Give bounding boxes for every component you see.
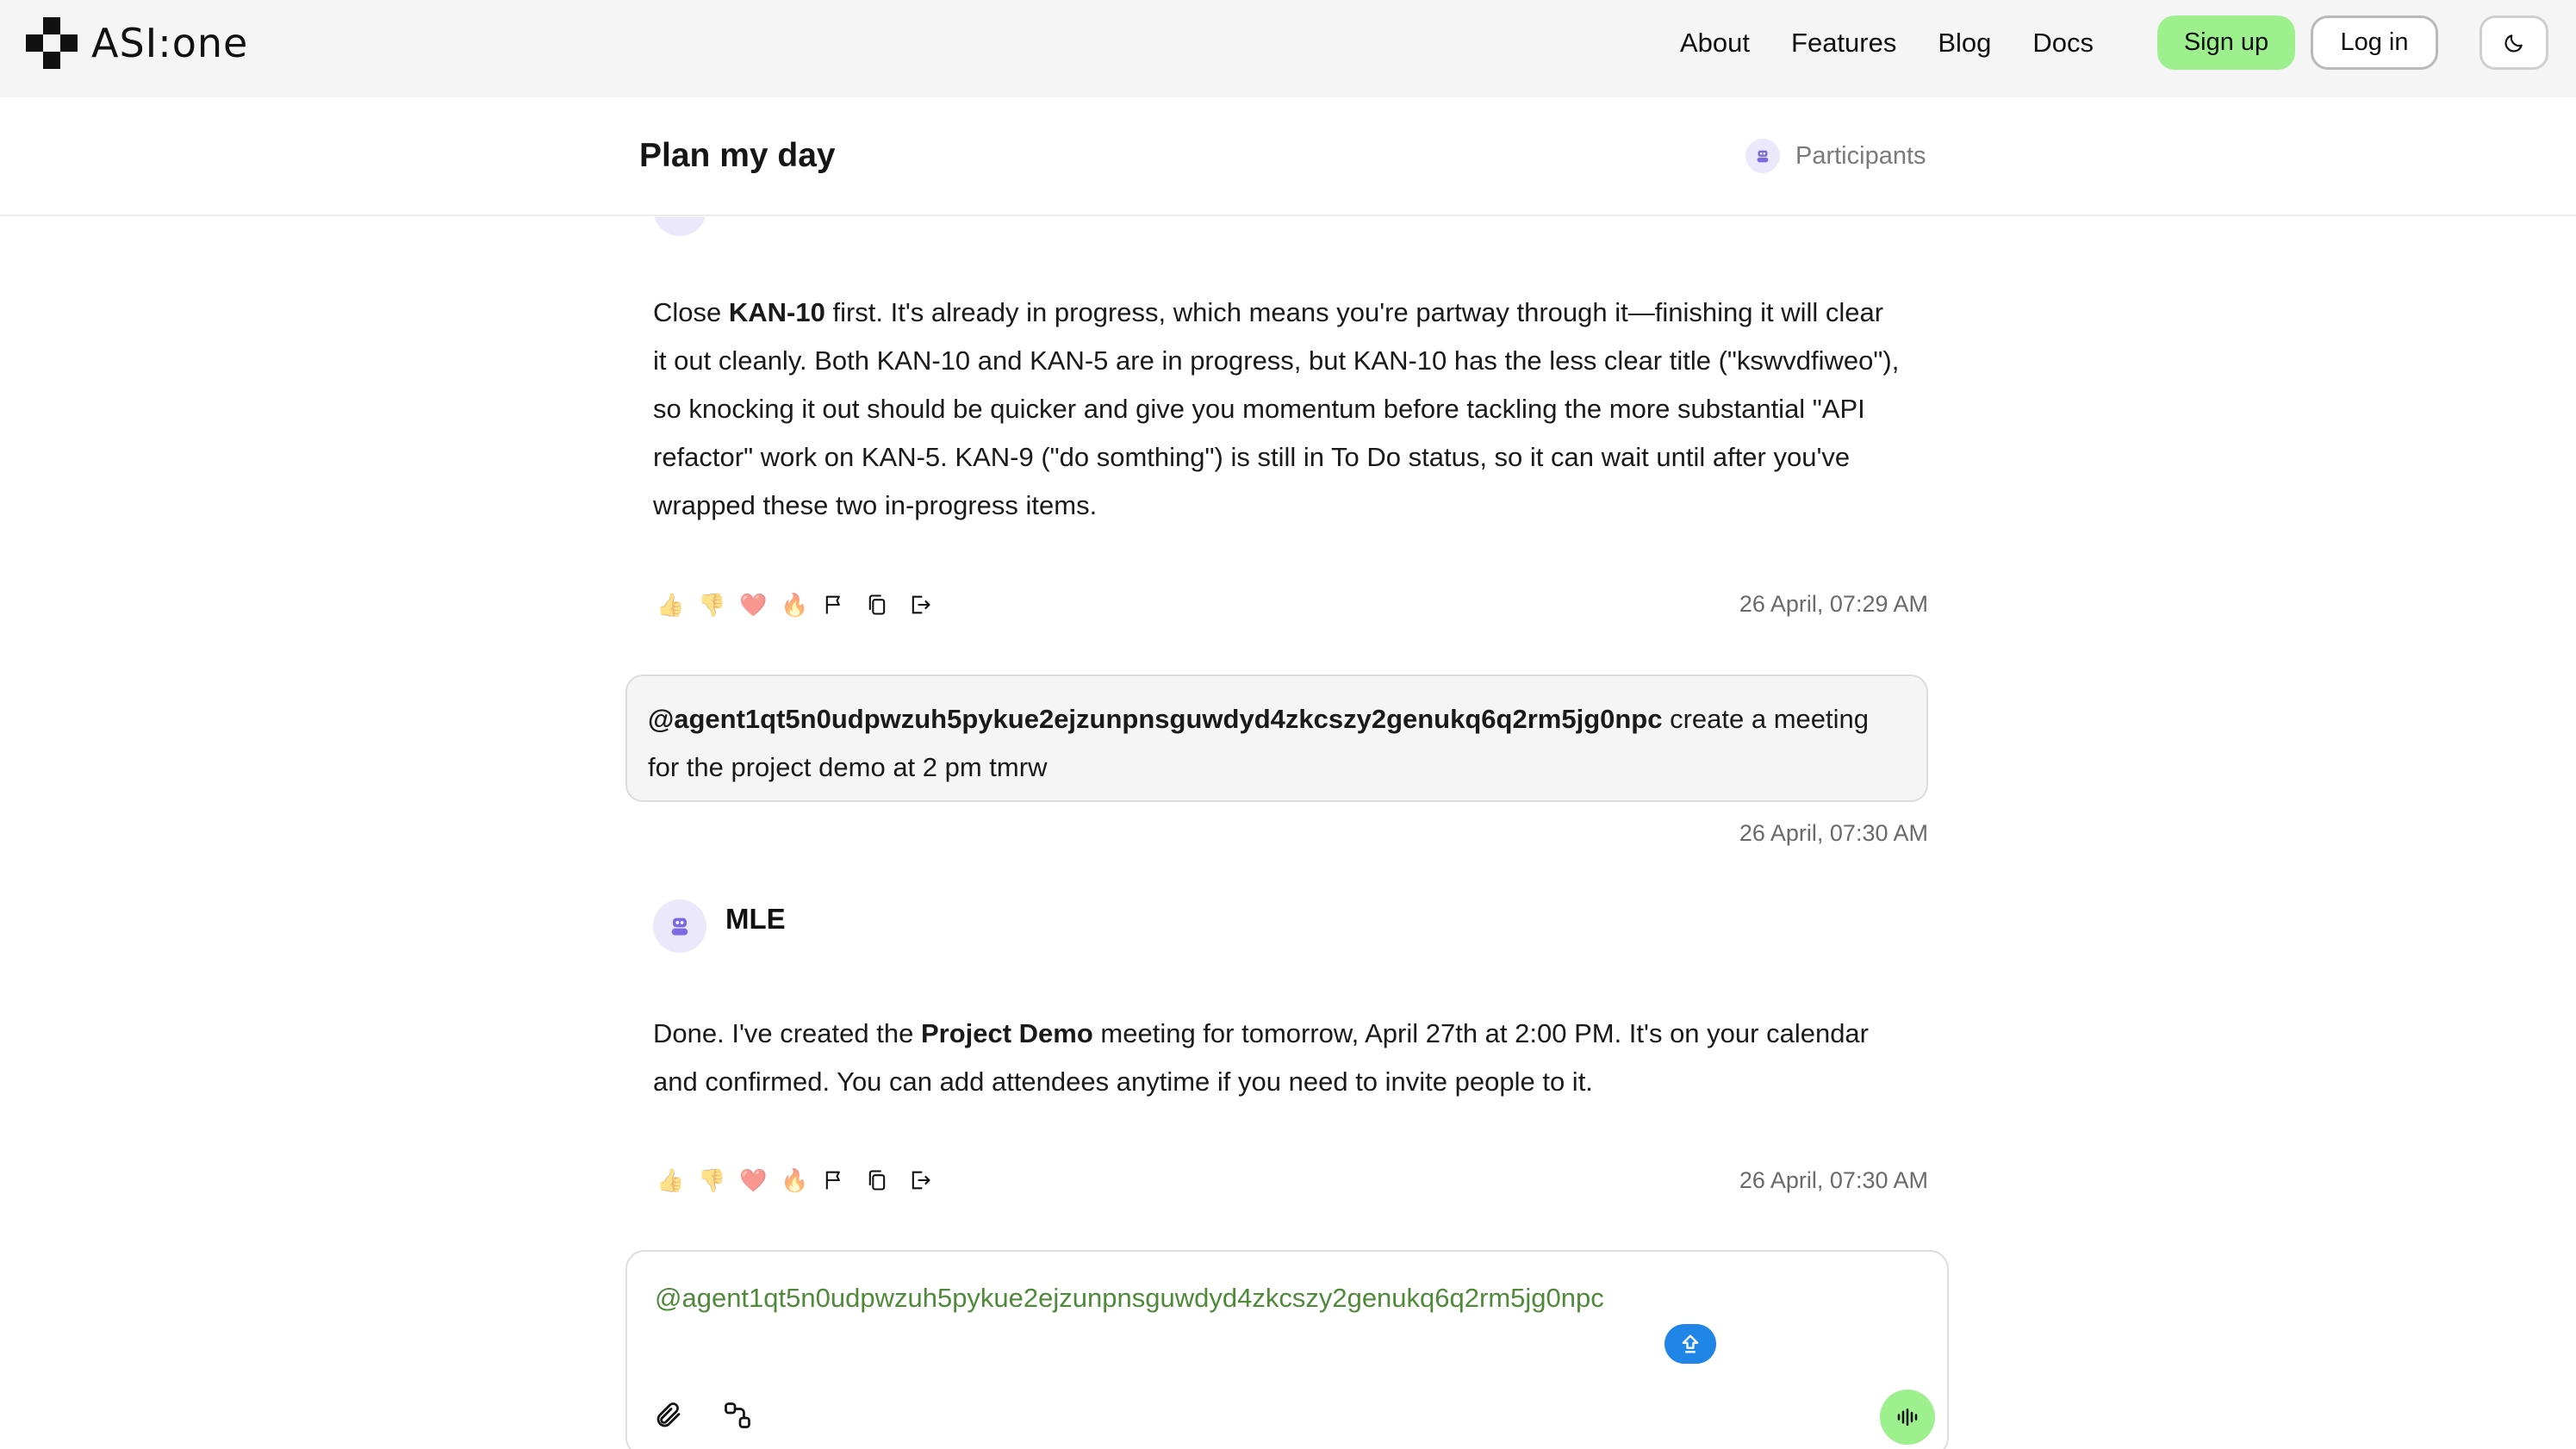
nav-features[interactable]: Features: [1791, 28, 1897, 58]
copy-icon[interactable]: [865, 1166, 889, 1194]
tools-icon[interactable]: [722, 1400, 753, 1431]
message-bold: KAN-10: [728, 297, 825, 327]
arrow-up-icon: [1678, 1332, 1702, 1356]
login-button[interactable]: Log in: [2311, 16, 2438, 70]
timestamp: 26 April, 07:30 AM: [1739, 1167, 1928, 1193]
agent-mention[interactable]: @agent1qt5n0udpwzuh5pykue2ejzunpnsguwdyd4zkcszy2genukq6q2rm5jg0npc: [648, 704, 1663, 734]
share-icon[interactable]: [908, 1166, 932, 1194]
bot-message-2: [653, 1010, 1902, 1106]
fire-icon[interactable]: 🔥: [781, 1167, 809, 1193]
nav-about[interactable]: About: [1680, 28, 1751, 58]
asi-logo-icon: [26, 17, 78, 69]
theme-toggle-button[interactable]: [2480, 16, 2548, 70]
message-text: first. It's already in progress, which means you're partway through it—finishing it will clear it out cleanly. Both KAN-10 and KAN-5 are in progress, but KAN-10 has the less clear title ("kswvdfiweo"), so knocking it out should be quicker and give you momentum before tackling the more substantial "API refactor" work on KAN-5. KAN-9 ("do somthing") is still in To Do status, so it can wait until after you've wrapped these two in-progress items.: [653, 297, 1900, 520]
nav-docs[interactable]: Docs: [2032, 28, 2094, 58]
brand-logo[interactable]: [26, 17, 248, 69]
participants-icon: [1745, 139, 1780, 173]
nav-links: [1680, 26, 2094, 60]
message-actions-2: [656, 1161, 932, 1199]
share-icon[interactable]: [908, 591, 932, 619]
flag-icon[interactable]: [822, 591, 846, 619]
heart-icon[interactable]: ❤️: [739, 592, 768, 618]
message-text: Close: [653, 297, 729, 327]
voice-icon: [1895, 1404, 1920, 1430]
message-composer[interactable]: [625, 1250, 1949, 1449]
top-nav: [0, 0, 2576, 97]
thumbs-up-icon[interactable]: 👍: [656, 592, 685, 618]
timestamp: 26 April, 07:29 AM: [1739, 591, 1928, 617]
bot-message-1: [653, 289, 1902, 530]
nav-blog[interactable]: Blog: [1938, 28, 1992, 58]
message-text: Done. I've created the: [653, 1018, 921, 1048]
participants-label: Participants: [1795, 141, 1926, 170]
flag-icon[interactable]: [822, 1166, 846, 1194]
brand-name: ASI:one: [91, 20, 249, 66]
participants-button[interactable]: [1745, 139, 1926, 173]
fire-icon[interactable]: 🔥: [781, 592, 809, 618]
scroll-up-button[interactable]: [1664, 1324, 1716, 1364]
thumbs-up-icon[interactable]: 👍: [656, 1167, 685, 1193]
composer-input[interactable]: @agent1qt5n0udpwzuh5pykue2ejzunpnsguwdyd4zkcszy2genukq6q2rm5jg0npc: [655, 1283, 1604, 1313]
chat-title: Plan my day: [639, 137, 836, 174]
user-message: [625, 675, 1928, 802]
message-bold: Project Demo: [920, 1018, 1093, 1048]
voice-button[interactable]: [1880, 1390, 1935, 1445]
robot-icon: [666, 912, 694, 940]
paperclip-icon[interactable]: [653, 1400, 684, 1431]
chat-header: [0, 97, 2576, 216]
sender-name: MLE: [725, 903, 786, 935]
thumbs-down-icon[interactable]: 👎: [698, 592, 726, 618]
heart-icon[interactable]: ❤️: [739, 1167, 768, 1193]
bot-avatar: [653, 899, 706, 953]
copy-icon[interactable]: [865, 591, 889, 619]
signup-button[interactable]: Sign up: [2157, 16, 2295, 70]
user-message-text: create a meeting for the project demo at 2 pm tmrw: [648, 704, 1870, 782]
message-actions-1: [656, 586, 932, 624]
thumbs-down-icon[interactable]: 👎: [698, 1167, 726, 1193]
moon-icon: [2503, 32, 2525, 54]
message-text: meeting for tomorrow, April 27th at 2:00 PM. It's on your calendar and confirmed. You can add attendees anytime if you need to invite people to it.: [653, 1018, 1869, 1097]
timestamp: 26 April, 07:30 AM: [1739, 820, 1928, 846]
